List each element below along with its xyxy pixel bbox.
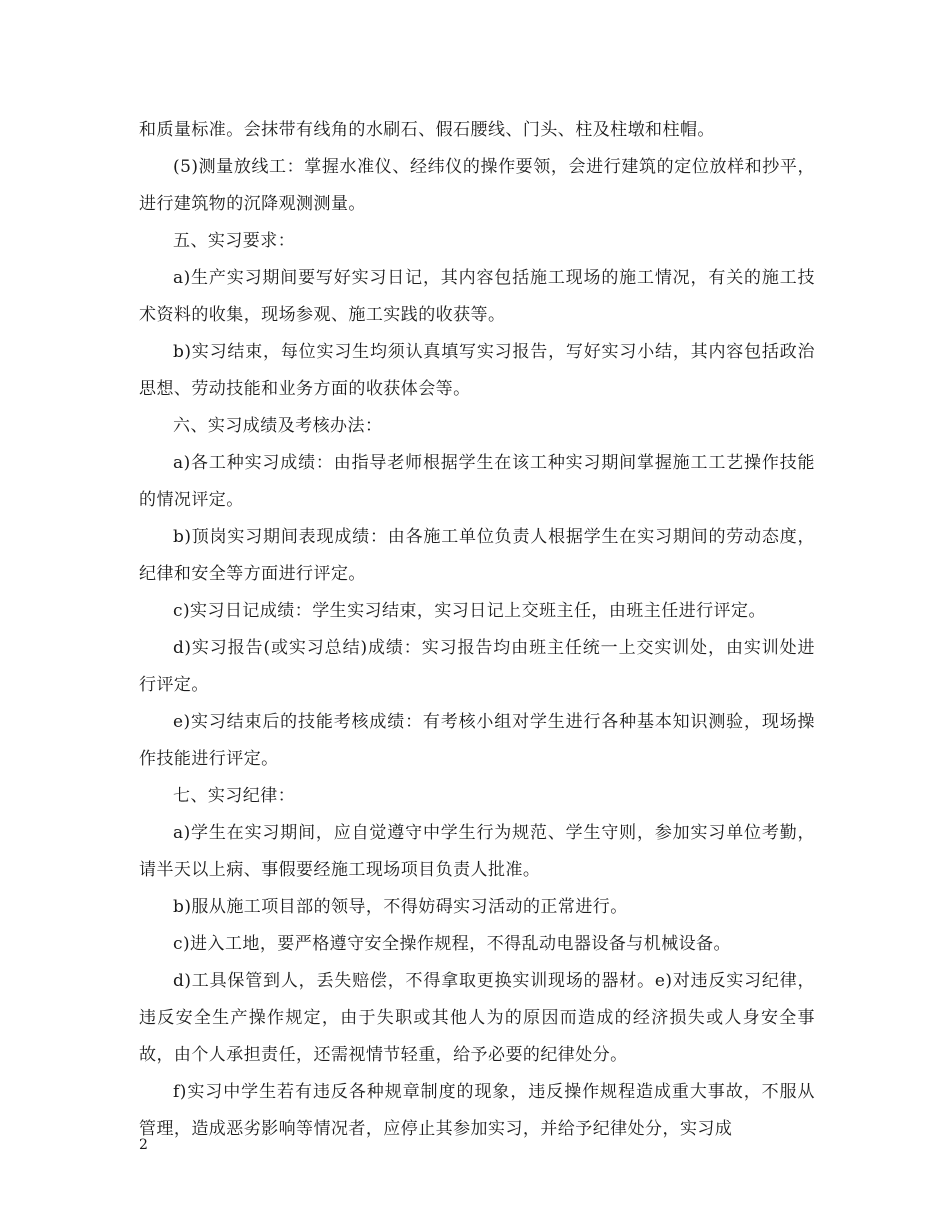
- paragraph-grading-d: d)实习报告(或实习总结)成绩：实习报告均由班主任统一上交实训处，由实训处进行评定。: [139, 638, 815, 695]
- paragraph-discipline-b: b)服从施工项目部的领导，不得妨碍实习活动的正常进行。: [173, 897, 628, 917]
- paragraph-grading-a: a)各工种实习成绩：由指导老师根据学生在该工种实习期间掌握施工工艺操作技能的情况评定。: [139, 453, 815, 510]
- paragraph-requirement-a: a)生产实习期间要写好实习日记，其内容包括施工现场的施工情况，有关的施工技术资料的收集，现场参观、施工实践的收获等。: [139, 268, 815, 325]
- heading-internship-discipline: 七、实习纪律：: [173, 786, 296, 806]
- page-number: 2: [139, 1137, 148, 1153]
- paragraph-surveying-worker: (5)测量放线工：掌握水准仪、经纬仪的操作要领，会进行建筑的定位放样和抄平，进行建筑物的沉降观测测量。: [139, 157, 815, 214]
- heading-internship-requirements: 五、实习要求：: [173, 231, 296, 251]
- paragraph-discipline-f: f)实习中学生若有违反各种规章制度的现象，违反操作规程造成重大事故，不服从管理，造成恶劣影响等情况者，应停止其参加实习，并给予纪律处分，实习成: [139, 1082, 815, 1139]
- paragraph-grading-c: c)实习日记成绩：学生实习结束，实习日记上交班主任，由班主任进行评定。: [173, 601, 766, 621]
- paragraph-requirement-b: b)实习结束，每位实习生均须认真填写实习报告，写好实习小结，其内容包括政治思想、劳动技能和业务方面的收获体会等。: [139, 342, 815, 399]
- paragraph-quality-standard: 和质量标准。会抹带有线角的水刷石、假石腰线、门头、柱及柱墩和柱帽。: [139, 120, 715, 140]
- paragraph-discipline-d-e: d)工具保管到人，丢失赔偿，不得拿取更换实训现场的器材。e)对违反实习纪律，违反安全生产操作规定，由于失职或其他人为的原因而造成的经济损失或人身安全事故，由个人承担责任，还需视情节轻重，给予必要的纪律处分。: [139, 971, 815, 1065]
- heading-grading-assessment: 六、实习成绩及考核办法：: [173, 416, 383, 436]
- paragraph-discipline-c: c)进入工地，要严格遵守安全操作规程，不得乱动电器设备与机械设备。: [173, 934, 732, 954]
- paragraph-discipline-a: a)学生在实习期间，应自觉遵守中学生行为规范、学生守则，参加实习单位考勤，请半天以上病、事假要经施工现场项目负责人批准。: [139, 823, 815, 880]
- document-body: [139, 112, 815, 1148]
- paragraph-grading-e: e)实习结束后的技能考核成绩：有考核小组对学生进行各种基本知识测验，现场操作技能进行评定。: [139, 712, 815, 769]
- paragraph-grading-b: b)顶岗实习期间表现成绩：由各施工单位负责人根据学生在实习期间的劳动态度，纪律和安全等方面进行评定。: [139, 527, 815, 584]
